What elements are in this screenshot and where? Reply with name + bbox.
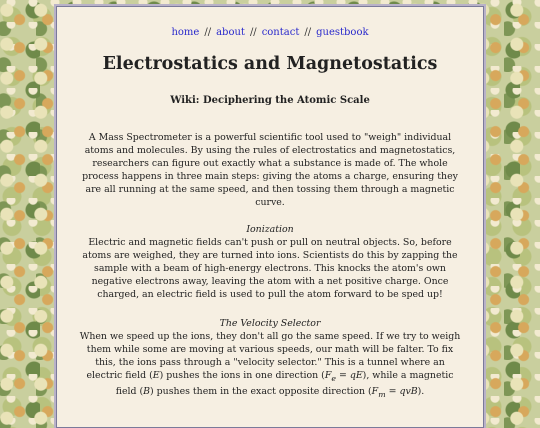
subscript-m: m — [378, 389, 386, 399]
symbol-f: F — [324, 370, 332, 381]
velocity-selector-paragraph — [79, 330, 461, 401]
nav-about-link[interactable]: about — [216, 27, 245, 38]
text-fragment: ) pushes them in the exact opposite direction ( — [150, 385, 372, 397]
section-title-velocity-selector: The Velocity Selector — [219, 318, 321, 329]
page-title: Electrostatics and Magnetostatics — [102, 54, 438, 74]
page-subtitle: Wiki: Deciphering the Atomic Scale — [170, 95, 370, 106]
symbol-f: F — [371, 385, 379, 397]
symbol-b: B — [143, 385, 151, 397]
symbol-fm — [372, 386, 418, 397]
text-fragment: ), while a magnetic field ( — [115, 370, 454, 397]
text-fragment: ) pushes the ions in one direction ( — [159, 370, 325, 381]
text-fragment: When we speed up the ions, they don't all go the same speed. If we try to weigh them while some are moving at various speeds, our math will be falter. To fix this, the ions pass through a "velocity selector." This is a tunnel where an electric field ( — [79, 331, 461, 381]
content-panel — [56, 6, 484, 428]
intro-paragraph: A Mass Spectrometer is a powerful scientific tool used to "weigh" individual atoms and molecules. By using the rules of electrostatics and magnetostatics, researchers can figure out exactly what a substance is made of. The whole process happens in three main steps: giving the atoms a charge, ensuring they are all running at the same speed, and then tossing them through a magnetic curve. — [82, 132, 458, 208]
top-nav — [79, 27, 461, 38]
ionization-paragraph: Electric and magnetic fields can't push or pull on neutral objects. So, before atoms are weighed, they are turned into ions. Scientists do this by zapping the sample with a beam of high-energy electrons. This knocks the atom's own negative electrons away, leaving the atom with a net positive charge. Once charged, an electric field is used to pull the atom forward to be sped up! — [82, 237, 458, 300]
subscript-e: e — [331, 373, 336, 383]
nav-contact-link[interactable]: contact — [261, 27, 300, 38]
nav-separator: // — [304, 27, 312, 38]
nav-separator: // — [204, 27, 212, 38]
equation-fm: = qvB — [385, 385, 418, 397]
nav-home-link[interactable]: home — [171, 27, 200, 38]
text-fragment: ). — [417, 385, 425, 397]
symbol-fe — [325, 370, 363, 381]
equation-fe: = qE — [336, 370, 363, 381]
content-inner — [57, 27, 483, 401]
section-title-ionization: Ionization — [246, 224, 294, 235]
nav-separator: // — [249, 27, 257, 38]
symbol-e: E — [152, 370, 160, 381]
nav-guestbook-link[interactable]: guestbook — [316, 27, 369, 38]
